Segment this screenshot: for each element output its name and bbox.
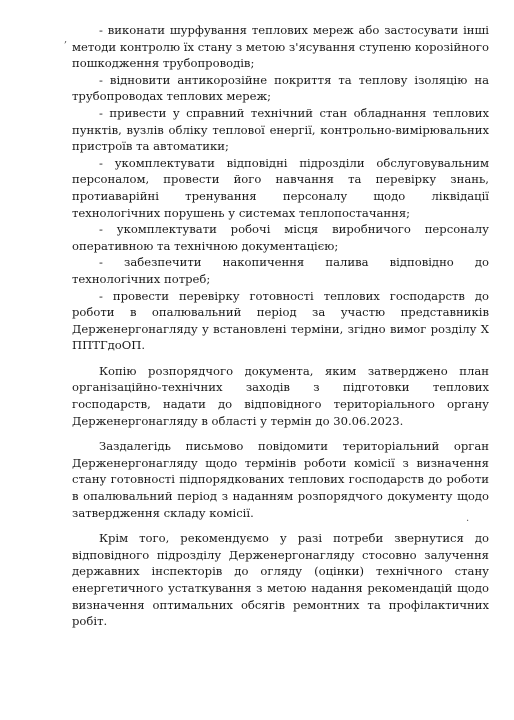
list-item: - провести перевірку готовності теплових господарств до роботи в опалювальний період за участю представників Держенергонагляду у встановлені терміни, згідно вимог розділу Х ППТГдоОП. (72, 288, 489, 353)
document-body (72, 22, 489, 630)
list-item: - укомплектувати робочі місця виробничого персоналу оперативною та технічною документацією; (72, 222, 489, 253)
stray-mark: . (466, 513, 470, 524)
stray-mark: , (64, 34, 68, 45)
list-item: - укомплектувати відповідні підрозділи обслуговувальним персоналом, провести його навчання та перевірку знань, протиаварійні тренування персоналу щодо ліквідації технологічних порушень у системах теплопостачання; (72, 155, 489, 220)
body-paragraph: Крім того, рекомендуємо у разі потреби звернутися до відповідного підрозділу Держенергонагляду стосовно залучення державних інспекторів до огляду (оцінки) технічного стану енергетичного устаткування з метою надання рекомендацій щодо визначення оптимальних обсягів ремонтних та профілактичних робіт. (72, 531, 489, 629)
body-paragraph: Заздалегідь письмово повідомити територіальний орган Держенергонагляду щодо термінів роботи комісії з визначення стану готовності підпорядкованих теплових господарств до роботи в опалювальний період з наданням розпорядчого документу щодо затвердження складу комісії. (72, 439, 489, 520)
list-item: - відновити антикорозійне покриття та теплову ізоляцію на трубопроводах теплових мереж; (72, 72, 489, 104)
body-paragraph: Копію розпорядчого документа, яким затверджено план організаційно-технічних заходів з підготовки теплових господарств, надати до відповідного територіального органу Держенергонагляду в області у термін до 30.06.2023. (72, 363, 489, 428)
list-item: - виконати шурфування теплових мереж або застосувати інші методи контролю їх стану з метою з'ясування ступеню корозійного пошкодження трубопроводів; (72, 23, 489, 71)
list-item: - привести у справний технічний стан обладнання теплових пунктів, вузлів обліку теплової енергії, контрольно-вимірювальних пристроїв та автоматики; (72, 105, 489, 154)
list-item: - забезпечити накопичення палива відповідно до технологічних потреб; (72, 255, 489, 286)
